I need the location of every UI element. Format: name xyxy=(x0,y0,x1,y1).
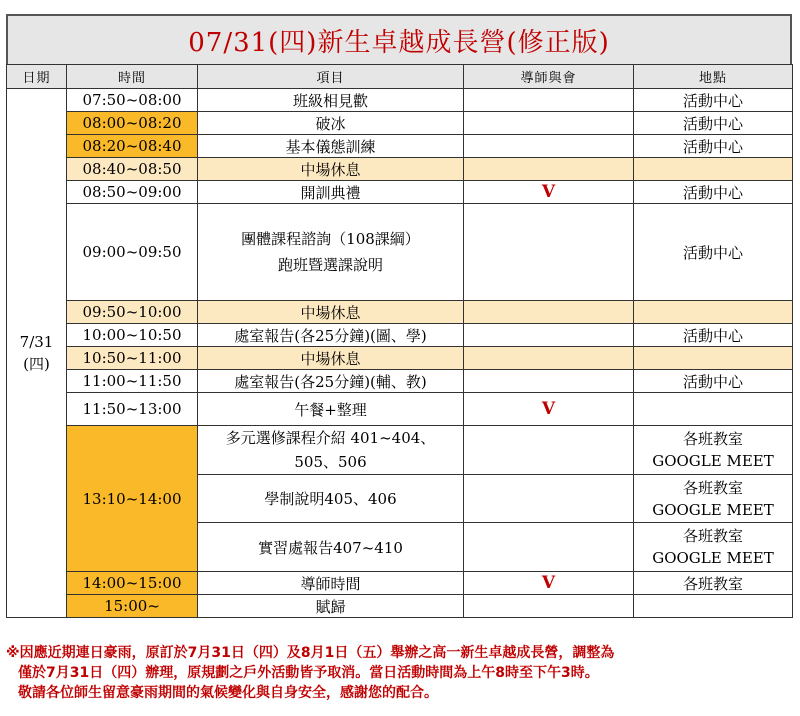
table-row xyxy=(7,301,793,324)
tutor-cell xyxy=(464,89,634,112)
date-line2: (四) xyxy=(23,355,50,373)
table-row xyxy=(7,595,793,618)
item-cell: 處室報告(各25分鐘)(輔、教) xyxy=(198,370,464,393)
page-title: 07/31(四)新生卓越成長營(修正版) xyxy=(188,27,610,58)
location-line1: 各班教室 xyxy=(682,430,743,448)
tutor-cell xyxy=(464,301,634,324)
location-cell xyxy=(634,347,793,370)
item-line1: 多元選修課程介紹 401~404、 xyxy=(225,429,436,447)
notice-line1: ※因應近期連日豪雨，原訂於7月31日（四）及8月1日（五）舉辦之高一新生卓越成長營，調整為 xyxy=(6,645,615,661)
item-cell xyxy=(198,204,464,301)
time-cell: 10:00~10:50 xyxy=(67,324,198,347)
time-cell: 11:50~13:00 xyxy=(67,393,198,426)
tutor-cell xyxy=(464,135,634,158)
location-cell: 各班教室 xyxy=(634,572,793,595)
tutor-cell xyxy=(464,523,634,572)
location-line2: GOOGLE MEET xyxy=(652,500,774,519)
tutor-cell xyxy=(464,181,634,204)
location-line2: GOOGLE MEET xyxy=(652,452,774,470)
time-cell: 14:00~15:00 xyxy=(67,572,198,595)
header-location: 地點 xyxy=(634,65,793,89)
location-cell: 活動中心 xyxy=(634,181,793,204)
item-cell: 破冰 xyxy=(198,112,464,135)
location-cell xyxy=(634,301,793,324)
tutor-cell xyxy=(464,475,634,523)
tutor-cell xyxy=(464,204,634,301)
time-cell: 09:50~10:00 xyxy=(67,301,198,324)
item-cell: 實習處報告407~410 xyxy=(198,523,464,572)
item-cell: 開訓典禮 xyxy=(198,181,464,204)
table-row xyxy=(7,204,793,301)
date-cell xyxy=(7,89,67,618)
location-cell xyxy=(634,158,793,181)
item-line2: 505、506 xyxy=(294,453,367,471)
time-cell: 13:10~14:00 xyxy=(67,426,198,572)
time-cell: 08:40~08:50 xyxy=(67,158,198,181)
header-date: 日期 xyxy=(7,65,67,89)
time-cell: 08:00~08:20 xyxy=(67,112,198,135)
tutor-mark: V xyxy=(541,182,556,202)
table-row xyxy=(7,135,793,158)
time-cell: 15:00~ xyxy=(67,595,198,618)
item-cell: 導師時間 xyxy=(198,572,464,595)
tutor-cell xyxy=(464,370,634,393)
location-line1: 各班教室 xyxy=(682,478,743,497)
location-cell xyxy=(634,595,793,618)
location-cell xyxy=(634,426,793,475)
tutor-cell xyxy=(464,112,634,135)
item-cell: 處室報告(各25分鐘)(圖、學) xyxy=(198,324,464,347)
item-cell: 中場休息 xyxy=(198,347,464,370)
location-cell: 活動中心 xyxy=(634,89,793,112)
time-cell: 10:50~11:00 xyxy=(67,347,198,370)
tutor-cell xyxy=(464,426,634,475)
date-line1: 7/31 xyxy=(19,333,54,351)
location-cell: 活動中心 xyxy=(634,135,793,158)
time-cell: 07:50~08:00 xyxy=(67,89,198,112)
table-row xyxy=(7,393,793,426)
location-cell xyxy=(634,475,793,523)
table-row xyxy=(7,370,793,393)
table-row xyxy=(7,181,793,204)
item-cell: 午餐+整理 xyxy=(198,393,464,426)
tutor-cell xyxy=(464,347,634,370)
tutor-cell xyxy=(464,572,634,595)
item-cell: 中場休息 xyxy=(198,158,464,181)
item-line1: 團體課程諮詢（108課綱） xyxy=(241,230,420,248)
schedule-table xyxy=(6,64,793,618)
time-cell: 11:00~11:50 xyxy=(67,370,198,393)
tutor-cell xyxy=(464,158,634,181)
table-row xyxy=(7,158,793,181)
table-row xyxy=(7,426,793,475)
notice-text xyxy=(6,643,792,703)
location-cell: 活動中心 xyxy=(634,204,793,301)
location-cell xyxy=(634,523,793,572)
location-line1: 各班教室 xyxy=(682,527,743,545)
notice-line3: 敬請各位師生留意豪雨期間的氣候變化與自身安全，感謝您的配合。 xyxy=(18,685,438,701)
header-row xyxy=(7,65,793,89)
time-cell: 09:00~09:50 xyxy=(67,204,198,301)
title-box xyxy=(6,14,792,64)
table-row xyxy=(7,89,793,112)
location-cell xyxy=(634,393,793,426)
table-row xyxy=(7,347,793,370)
item-cell: 班級相見歡 xyxy=(198,89,464,112)
time-cell: 08:50~09:00 xyxy=(67,181,198,204)
item-cell: 基本儀態訓練 xyxy=(198,135,464,158)
tutor-mark: V xyxy=(541,573,556,593)
table-row xyxy=(7,572,793,595)
tutor-mark: V xyxy=(541,399,556,419)
item-cell: 學制說明405、406 xyxy=(198,475,464,523)
location-line2: GOOGLE MEET xyxy=(652,549,774,567)
table-row xyxy=(7,324,793,347)
header-time: 時間 xyxy=(67,65,198,89)
notice-line2: 僅於7月31日（四）辦理，原規劃之戶外活動皆予取消。當日活動時間為上午8時至下午3時。 xyxy=(18,665,599,681)
item-cell: 中場休息 xyxy=(198,301,464,324)
tutor-cell xyxy=(464,393,634,426)
tutor-cell xyxy=(464,324,634,347)
item-cell: 賦歸 xyxy=(198,595,464,618)
item-cell xyxy=(198,426,464,475)
item-line2: 跑班暨選課說明 xyxy=(277,256,383,274)
header-item: 項目 xyxy=(198,65,464,89)
location-cell: 活動中心 xyxy=(634,324,793,347)
location-cell: 活動中心 xyxy=(634,112,793,135)
table-row xyxy=(7,112,793,135)
header-tutor: 導師與會 xyxy=(464,65,634,89)
tutor-cell xyxy=(464,595,634,618)
location-cell: 活動中心 xyxy=(634,370,793,393)
time-cell: 08:20~08:40 xyxy=(67,135,198,158)
